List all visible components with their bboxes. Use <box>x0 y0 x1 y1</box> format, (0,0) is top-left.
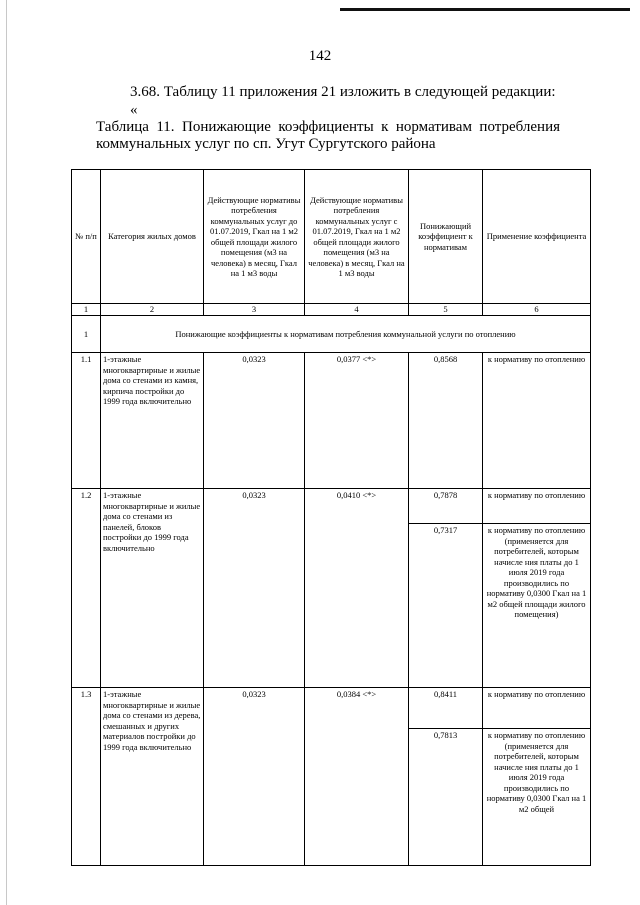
table-row <box>72 353 591 489</box>
column-number: 3 <box>204 304 305 316</box>
row-coefficient-alt: 0,7813 <box>409 729 483 866</box>
row-norm-after: 0,0410 <*> <box>305 489 409 688</box>
header-coefficient: Понижающий коэффициент к нормативам <box>409 170 483 304</box>
row-norm-before: 0,0323 <box>204 489 305 688</box>
column-number: 6 <box>483 304 591 316</box>
row-coefficient: 0,7878 <box>409 489 483 524</box>
table-header-row <box>72 170 591 304</box>
header-application: Применение коэффициента <box>483 170 591 304</box>
row-coefficient: 0,8568 <box>409 353 483 489</box>
row-application: к нормативу по отоплению <box>483 688 591 729</box>
row-norm-before: 0,0323 <box>204 688 305 866</box>
header-norm-before: Действующие нормативы потребления коммунальных услуг до 01.07.2019, Гкал на 1 м2 общей площади жилого помещения (м3 на человека) в месяц, Гкал на 1 м3 воды <box>204 170 305 304</box>
column-number: 5 <box>409 304 483 316</box>
row-norm-after: 0,0384 <*> <box>305 688 409 866</box>
row-coefficient: 0,8411 <box>409 688 483 729</box>
row-norm-after: 0,0377 <*> <box>305 353 409 489</box>
row-coefficient-alt: 0,7317 <box>409 524 483 688</box>
table-row <box>72 489 591 524</box>
page-number: 142 <box>308 48 332 64</box>
column-number: 4 <box>305 304 409 316</box>
row-application-alt: к нормативу по отоплению (применяется для потребителей, которым начисле ния платы до 1 июля 2019 года производились по нормативу 0,0300 Гкал на 1 м2 общей площади жилого помещения) <box>483 524 591 688</box>
row-number: 1.3 <box>72 688 101 866</box>
column-number-row <box>72 304 591 316</box>
row-application: к нормативу по отоплению <box>483 489 591 524</box>
section-title: Понижающие коэффициенты к нормативам потребления коммунальной услуги по отоплению <box>101 316 591 353</box>
coefficients-table <box>71 169 591 866</box>
top-rule <box>340 8 630 11</box>
section-row <box>72 316 591 353</box>
row-category: 1-этажные многоквартирные и жилые дома со стенами из камня, кирпича постройки до 1999 года включительно <box>101 353 204 489</box>
header-norm-after: Действующие нормативы потребления коммунальных услуг с 01.07.2019, Гкал на 1 м2 общей площади жилого помещения (м3 на человека) в месяц, Гкал на 1 м3 воды <box>305 170 409 304</box>
opening-quote: « <box>130 102 138 118</box>
row-application: к нормативу по отоплению <box>483 353 591 489</box>
scan-margin-line <box>6 0 7 905</box>
table-row <box>72 688 591 729</box>
section-number: 1 <box>72 316 101 353</box>
table-caption: Таблица 11. Понижающие коэффициенты к нормативам потребления коммунальных услуг по сп. Угут Сургутского района <box>96 119 560 152</box>
row-number: 1.1 <box>72 353 101 489</box>
header-num: № п/п <box>72 170 101 304</box>
row-application-alt: к нормативу по отоплению (применяется для потребителей, которым начисле ния платы до 1 июля 2019 года производились по нормативу 0,0300 Гкал на 1 м2 общей <box>483 729 591 866</box>
row-category: 1-этажные многоквартирные и жилые дома со стенами из дерева, смешанных и других материалов постройки до 1999 года включительно <box>101 688 204 866</box>
column-number: 2 <box>101 304 204 316</box>
row-norm-before: 0,0323 <box>204 353 305 489</box>
column-number: 1 <box>72 304 101 316</box>
amendment-paragraph: 3.68. Таблицу 11 приложения 21 изложить в следующей редакции: <box>130 84 556 100</box>
row-number: 1.2 <box>72 489 101 688</box>
header-category: Категория жилых домов <box>101 170 204 304</box>
row-category: 1-этажные многоквартирные и жилые дома со стенами из панелей, блоков постройки до 1999 года включительно <box>101 489 204 688</box>
